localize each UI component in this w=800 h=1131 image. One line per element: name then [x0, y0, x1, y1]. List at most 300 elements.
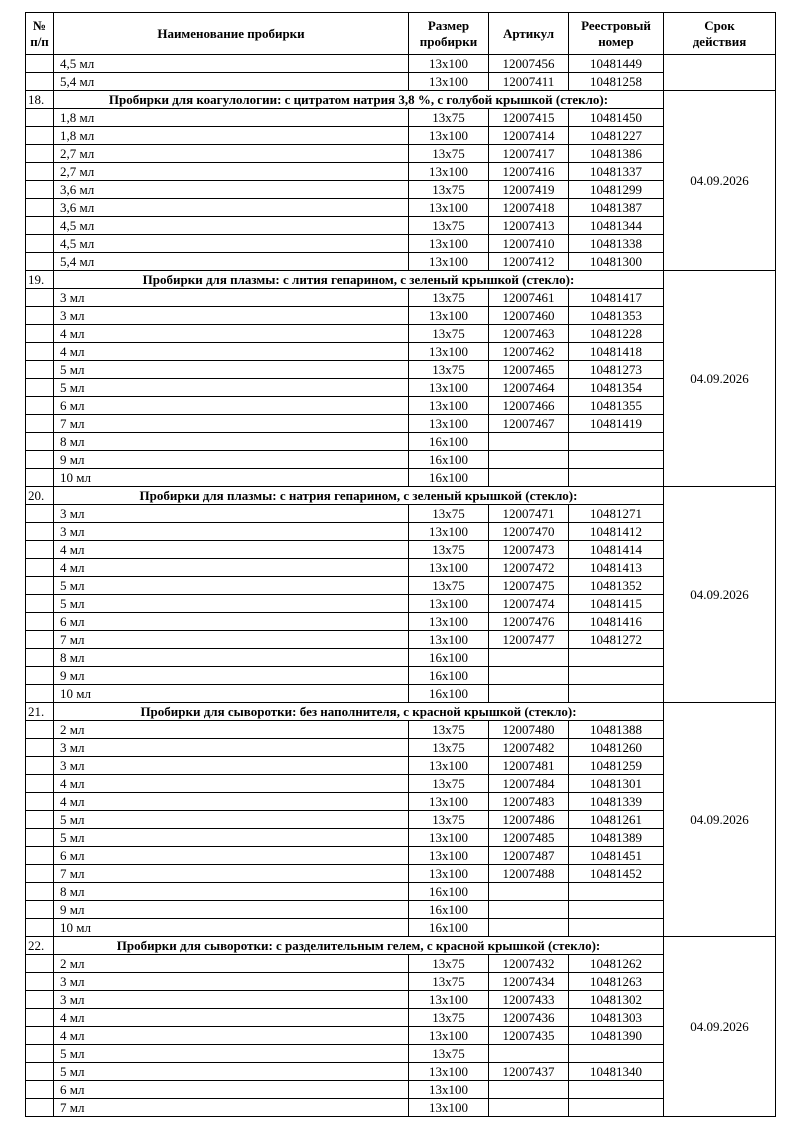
registry-cell: 10481389 — [569, 829, 664, 847]
tube-name-cell: 5 мл — [54, 829, 409, 847]
registry-cell: 10481412 — [569, 523, 664, 541]
article-cell: 12007437 — [489, 1063, 569, 1081]
row-number-cell — [26, 649, 54, 667]
article-cell: 12007435 — [489, 1027, 569, 1045]
row-number-cell — [26, 919, 54, 937]
article-cell: 12007476 — [489, 613, 569, 631]
tube-row — [26, 379, 776, 397]
tube-row — [26, 973, 776, 991]
validity-cell: 04.09.2026 — [664, 91, 776, 271]
article-cell — [489, 649, 569, 667]
registry-cell: 10481344 — [569, 217, 664, 235]
section-title-row — [26, 487, 776, 505]
article-cell: 12007473 — [489, 541, 569, 559]
row-number-cell — [26, 109, 54, 127]
article-cell: 12007474 — [489, 595, 569, 613]
registry-cell: 10481417 — [569, 289, 664, 307]
registry-cell — [569, 901, 664, 919]
tube-size-cell: 13x75 — [409, 325, 489, 343]
article-cell: 12007477 — [489, 631, 569, 649]
row-number-cell — [26, 973, 54, 991]
article-cell: 12007488 — [489, 865, 569, 883]
tube-name-cell: 4 мл — [54, 1009, 409, 1027]
registry-cell: 10481261 — [569, 811, 664, 829]
tube-name-cell: 6 мл — [54, 847, 409, 865]
article-cell: 12007460 — [489, 307, 569, 325]
article-cell: 12007486 — [489, 811, 569, 829]
tube-name-cell: 4,5 мл — [54, 217, 409, 235]
registry-cell — [569, 1081, 664, 1099]
tube-size-cell: 13x75 — [409, 811, 489, 829]
row-number-cell — [26, 667, 54, 685]
registry-cell: 10481415 — [569, 595, 664, 613]
tube-size-cell: 13x100 — [409, 55, 489, 73]
tube-row — [26, 775, 776, 793]
tube-row — [26, 793, 776, 811]
article-cell: 12007465 — [489, 361, 569, 379]
section-title-row — [26, 703, 776, 721]
registry-cell — [569, 919, 664, 937]
row-number-cell — [26, 829, 54, 847]
col-header-num: № п/п — [26, 13, 54, 55]
article-cell: 12007410 — [489, 235, 569, 253]
registry-cell: 10481355 — [569, 397, 664, 415]
tube-row — [26, 1009, 776, 1027]
article-cell: 12007485 — [489, 829, 569, 847]
tube-size-cell: 13x100 — [409, 613, 489, 631]
registry-cell: 10481390 — [569, 1027, 664, 1045]
tube-row — [26, 595, 776, 613]
registry-cell: 10481339 — [569, 793, 664, 811]
tube-name-cell: 7 мл — [54, 865, 409, 883]
tube-name-cell: 10 мл — [54, 469, 409, 487]
tube-name-cell: 5 мл — [54, 1045, 409, 1063]
registry-cell: 10481272 — [569, 631, 664, 649]
row-number-cell — [26, 433, 54, 451]
tube-name-cell: 4 мл — [54, 793, 409, 811]
tube-row — [26, 127, 776, 145]
tube-size-cell: 13x100 — [409, 253, 489, 271]
row-number-cell — [26, 991, 54, 1009]
registry-cell — [569, 883, 664, 901]
tube-row — [26, 55, 776, 73]
row-number-cell — [26, 775, 54, 793]
tube-size-cell: 16x100 — [409, 649, 489, 667]
tube-size-cell: 13x75 — [409, 109, 489, 127]
tube-size-cell: 13x100 — [409, 991, 489, 1009]
col-header-name: Наименование пробирки — [54, 13, 409, 55]
tube-size-cell: 13x75 — [409, 955, 489, 973]
article-cell: 12007414 — [489, 127, 569, 145]
tube-size-cell: 13x75 — [409, 541, 489, 559]
article-cell — [489, 451, 569, 469]
row-number-cell — [26, 1099, 54, 1117]
article-cell: 12007482 — [489, 739, 569, 757]
tube-row — [26, 919, 776, 937]
validity-cell: 04.09.2026 — [664, 271, 776, 487]
tube-row — [26, 343, 776, 361]
row-number-cell — [26, 451, 54, 469]
row-number-cell — [26, 901, 54, 919]
row-number-cell — [26, 955, 54, 973]
registry-cell: 10481299 — [569, 181, 664, 199]
registry-cell: 10481227 — [569, 127, 664, 145]
tube-row — [26, 145, 776, 163]
tube-name-cell: 3,6 мл — [54, 181, 409, 199]
tube-size-cell: 13x75 — [409, 739, 489, 757]
article-cell: 12007470 — [489, 523, 569, 541]
tube-row — [26, 469, 776, 487]
tube-size-cell: 13x75 — [409, 361, 489, 379]
article-cell: 12007417 — [489, 145, 569, 163]
tube-row — [26, 289, 776, 307]
row-number-cell: 21. — [26, 703, 54, 721]
article-cell: 12007413 — [489, 217, 569, 235]
tube-name-cell: 1,8 мл — [54, 109, 409, 127]
section-title-row — [26, 271, 776, 289]
row-number-cell — [26, 127, 54, 145]
registry-cell: 10481352 — [569, 577, 664, 595]
tube-size-cell: 13x75 — [409, 289, 489, 307]
tube-size-cell: 13x75 — [409, 577, 489, 595]
article-cell: 12007484 — [489, 775, 569, 793]
section-title-cell: Пробирки для плазмы: с натрия гепарином, с зеленый крышкой (стекло): — [54, 487, 664, 505]
row-number-cell — [26, 865, 54, 883]
tube-name-cell: 10 мл — [54, 685, 409, 703]
registry-cell — [569, 1099, 664, 1117]
tube-name-cell: 7 мл — [54, 631, 409, 649]
tube-size-cell: 13x100 — [409, 307, 489, 325]
tube-name-cell: 5 мл — [54, 361, 409, 379]
tube-row — [26, 757, 776, 775]
tube-row — [26, 1045, 776, 1063]
tube-name-cell: 9 мл — [54, 451, 409, 469]
col-header-size: Размер пробирки — [409, 13, 489, 55]
tube-name-cell: 2,7 мл — [54, 145, 409, 163]
row-number-cell — [26, 595, 54, 613]
tube-size-cell: 16x100 — [409, 685, 489, 703]
tube-size-cell: 13x100 — [409, 127, 489, 145]
row-number-cell — [26, 757, 54, 775]
registry-cell: 10481271 — [569, 505, 664, 523]
tube-size-cell: 16x100 — [409, 883, 489, 901]
tube-size-cell: 13x100 — [409, 199, 489, 217]
registry-cell — [569, 433, 664, 451]
tube-row — [26, 433, 776, 451]
row-number-cell — [26, 1027, 54, 1045]
tube-size-cell: 13x100 — [409, 631, 489, 649]
section-title-cell: Пробирки для сыворотки: без наполнителя, с красной крышкой (стекло): — [54, 703, 664, 721]
registry-cell: 10481303 — [569, 1009, 664, 1027]
article-cell: 12007412 — [489, 253, 569, 271]
validity-cell — [664, 55, 776, 91]
tube-row — [26, 955, 776, 973]
tube-name-cell: 4 мл — [54, 343, 409, 361]
row-number-cell — [26, 721, 54, 739]
row-number-cell — [26, 253, 54, 271]
registry-cell — [569, 649, 664, 667]
tube-row — [26, 883, 776, 901]
registry-cell — [569, 685, 664, 703]
article-cell: 12007411 — [489, 73, 569, 91]
tube-size-cell: 13x100 — [409, 1099, 489, 1117]
article-cell — [489, 1099, 569, 1117]
row-number-cell — [26, 505, 54, 523]
validity-cell: 04.09.2026 — [664, 487, 776, 703]
tube-name-cell: 3 мл — [54, 739, 409, 757]
row-number-cell — [26, 217, 54, 235]
article-cell — [489, 901, 569, 919]
tube-name-cell: 5 мл — [54, 379, 409, 397]
article-cell: 12007475 — [489, 577, 569, 595]
tube-size-cell: 13x75 — [409, 775, 489, 793]
registry-cell — [569, 1045, 664, 1063]
validity-cell: 04.09.2026 — [664, 703, 776, 937]
article-cell: 12007419 — [489, 181, 569, 199]
tube-row — [26, 307, 776, 325]
tube-name-cell: 3 мл — [54, 757, 409, 775]
article-cell: 12007418 — [489, 199, 569, 217]
tube-size-cell: 13x100 — [409, 415, 489, 433]
row-number-cell — [26, 1081, 54, 1099]
article-cell: 12007463 — [489, 325, 569, 343]
registry-cell: 10481353 — [569, 307, 664, 325]
article-cell: 12007466 — [489, 397, 569, 415]
registry-cell: 10481340 — [569, 1063, 664, 1081]
registry-cell: 10481386 — [569, 145, 664, 163]
tube-row — [26, 577, 776, 595]
row-number-cell — [26, 739, 54, 757]
registry-cell: 10481302 — [569, 991, 664, 1009]
row-number-cell: 22. — [26, 937, 54, 955]
registry-cell: 10481337 — [569, 163, 664, 181]
row-number-cell — [26, 1045, 54, 1063]
tube-size-cell: 16x100 — [409, 469, 489, 487]
tube-name-cell: 10 мл — [54, 919, 409, 937]
tube-row — [26, 829, 776, 847]
tube-row — [26, 325, 776, 343]
article-cell: 12007434 — [489, 973, 569, 991]
row-number-cell — [26, 685, 54, 703]
tube-size-cell: 13x100 — [409, 379, 489, 397]
tube-size-cell: 16x100 — [409, 433, 489, 451]
tube-name-cell: 8 мл — [54, 883, 409, 901]
col-header-registry: Реестровый номер — [569, 13, 664, 55]
tube-size-cell: 13x75 — [409, 217, 489, 235]
tube-row — [26, 739, 776, 757]
registry-cell: 10481449 — [569, 55, 664, 73]
tube-name-cell: 9 мл — [54, 901, 409, 919]
tube-size-cell: 13x100 — [409, 793, 489, 811]
tube-row — [26, 559, 776, 577]
tube-size-cell: 13x75 — [409, 1045, 489, 1063]
row-number-cell — [26, 325, 54, 343]
tube-name-cell: 5 мл — [54, 811, 409, 829]
row-number-cell — [26, 469, 54, 487]
tube-size-cell: 13x100 — [409, 397, 489, 415]
article-cell: 12007432 — [489, 955, 569, 973]
row-number-cell: 20. — [26, 487, 54, 505]
registry-cell: 10481301 — [569, 775, 664, 793]
validity-cell: 04.09.2026 — [664, 937, 776, 1117]
article-cell: 12007415 — [489, 109, 569, 127]
tube-size-cell: 13x100 — [409, 1063, 489, 1081]
tube-row — [26, 217, 776, 235]
article-cell: 12007436 — [489, 1009, 569, 1027]
article-cell: 12007416 — [489, 163, 569, 181]
tube-row — [26, 1081, 776, 1099]
article-cell — [489, 469, 569, 487]
tube-row — [26, 847, 776, 865]
tube-row — [26, 1027, 776, 1045]
tube-row — [26, 253, 776, 271]
row-number-cell: 18. — [26, 91, 54, 109]
section-title-cell: Пробирки для коагулологии: с цитратом натрия 3,8 %, с голубой крышкой (стекло): — [54, 91, 664, 109]
row-number-cell — [26, 577, 54, 595]
tube-size-cell: 13x100 — [409, 1081, 489, 1099]
tube-size-cell: 13x100 — [409, 559, 489, 577]
row-number-cell — [26, 379, 54, 397]
tube-name-cell: 2 мл — [54, 721, 409, 739]
row-number-cell — [26, 1063, 54, 1081]
registry-cell: 10481300 — [569, 253, 664, 271]
tube-size-cell: 13x100 — [409, 757, 489, 775]
tube-size-cell: 13x75 — [409, 1009, 489, 1027]
tube-name-cell: 5 мл — [54, 1063, 409, 1081]
row-number-cell: 19. — [26, 271, 54, 289]
tube-row — [26, 667, 776, 685]
tube-size-cell: 13x100 — [409, 595, 489, 613]
tube-name-cell: 3 мл — [54, 289, 409, 307]
tube-name-cell: 8 мл — [54, 433, 409, 451]
tube-row — [26, 649, 776, 667]
tube-size-cell: 16x100 — [409, 919, 489, 937]
row-number-cell — [26, 631, 54, 649]
row-number-cell — [26, 415, 54, 433]
tube-row — [26, 73, 776, 91]
tube-name-cell: 6 мл — [54, 613, 409, 631]
tube-row — [26, 1099, 776, 1117]
tube-table — [25, 12, 776, 1117]
tube-row — [26, 685, 776, 703]
tube-size-cell: 13x100 — [409, 343, 489, 361]
tube-row — [26, 811, 776, 829]
article-cell: 12007483 — [489, 793, 569, 811]
row-number-cell — [26, 73, 54, 91]
registry-cell: 10481258 — [569, 73, 664, 91]
row-number-cell — [26, 811, 54, 829]
tube-name-cell: 9 мл — [54, 667, 409, 685]
tube-name-cell: 5 мл — [54, 577, 409, 595]
row-number-cell — [26, 1009, 54, 1027]
registry-cell: 10481418 — [569, 343, 664, 361]
article-cell — [489, 883, 569, 901]
row-number-cell — [26, 613, 54, 631]
tube-row — [26, 613, 776, 631]
row-number-cell — [26, 145, 54, 163]
tube-size-cell: 13x100 — [409, 847, 489, 865]
tube-name-cell: 1,8 мл — [54, 127, 409, 145]
tube-name-cell: 7 мл — [54, 1099, 409, 1117]
tube-size-cell: 13x75 — [409, 505, 489, 523]
registry-cell: 10481273 — [569, 361, 664, 379]
tube-name-cell: 7 мл — [54, 415, 409, 433]
tube-row — [26, 1063, 776, 1081]
row-number-cell — [26, 793, 54, 811]
tube-size-cell: 13x100 — [409, 163, 489, 181]
tube-name-cell: 8 мл — [54, 649, 409, 667]
row-number-cell — [26, 847, 54, 865]
tube-row — [26, 199, 776, 217]
row-number-cell — [26, 163, 54, 181]
tube-name-cell: 3 мл — [54, 307, 409, 325]
article-cell: 12007461 — [489, 289, 569, 307]
tube-name-cell: 3 мл — [54, 973, 409, 991]
row-number-cell — [26, 343, 54, 361]
article-cell: 12007487 — [489, 847, 569, 865]
registry-cell: 10481387 — [569, 199, 664, 217]
col-header-article: Артикул — [489, 13, 569, 55]
section-title-cell: Пробирки для плазмы: с лития гепарином, с зеленый крышкой (стекло): — [54, 271, 664, 289]
tube-name-cell: 4 мл — [54, 541, 409, 559]
row-number-cell — [26, 361, 54, 379]
registry-cell — [569, 469, 664, 487]
tube-row — [26, 109, 776, 127]
row-number-cell — [26, 883, 54, 901]
registry-cell: 10481414 — [569, 541, 664, 559]
tube-name-cell: 5 мл — [54, 595, 409, 613]
registry-cell: 10481416 — [569, 613, 664, 631]
tube-table-body — [26, 55, 776, 1117]
tube-name-cell: 4,5 мл — [54, 235, 409, 253]
registry-cell: 10481388 — [569, 721, 664, 739]
article-cell — [489, 1045, 569, 1063]
tube-row — [26, 235, 776, 253]
tube-row — [26, 991, 776, 1009]
tube-name-cell: 6 мл — [54, 1081, 409, 1099]
tube-row — [26, 163, 776, 181]
tube-name-cell: 4 мл — [54, 325, 409, 343]
tube-size-cell: 13x75 — [409, 973, 489, 991]
tube-name-cell: 3 мл — [54, 505, 409, 523]
section-title-row — [26, 937, 776, 955]
tube-size-cell: 16x100 — [409, 667, 489, 685]
tube-size-cell: 13x75 — [409, 145, 489, 163]
tube-row — [26, 397, 776, 415]
row-number-cell — [26, 289, 54, 307]
tube-name-cell: 3 мл — [54, 991, 409, 1009]
registry-cell: 10481419 — [569, 415, 664, 433]
tube-name-cell: 4 мл — [54, 1027, 409, 1045]
tube-row — [26, 865, 776, 883]
registry-cell: 10481354 — [569, 379, 664, 397]
row-number-cell — [26, 559, 54, 577]
registry-cell — [569, 667, 664, 685]
article-cell: 12007481 — [489, 757, 569, 775]
registry-cell: 10481262 — [569, 955, 664, 973]
row-number-cell — [26, 397, 54, 415]
article-cell — [489, 919, 569, 937]
row-number-cell — [26, 523, 54, 541]
article-cell: 12007433 — [489, 991, 569, 1009]
tube-name-cell: 2,7 мл — [54, 163, 409, 181]
tube-row — [26, 181, 776, 199]
tube-size-cell: 13x100 — [409, 73, 489, 91]
tube-size-cell: 13x100 — [409, 829, 489, 847]
table-header-row — [26, 13, 776, 55]
tube-size-cell: 13x100 — [409, 523, 489, 541]
tube-row — [26, 361, 776, 379]
